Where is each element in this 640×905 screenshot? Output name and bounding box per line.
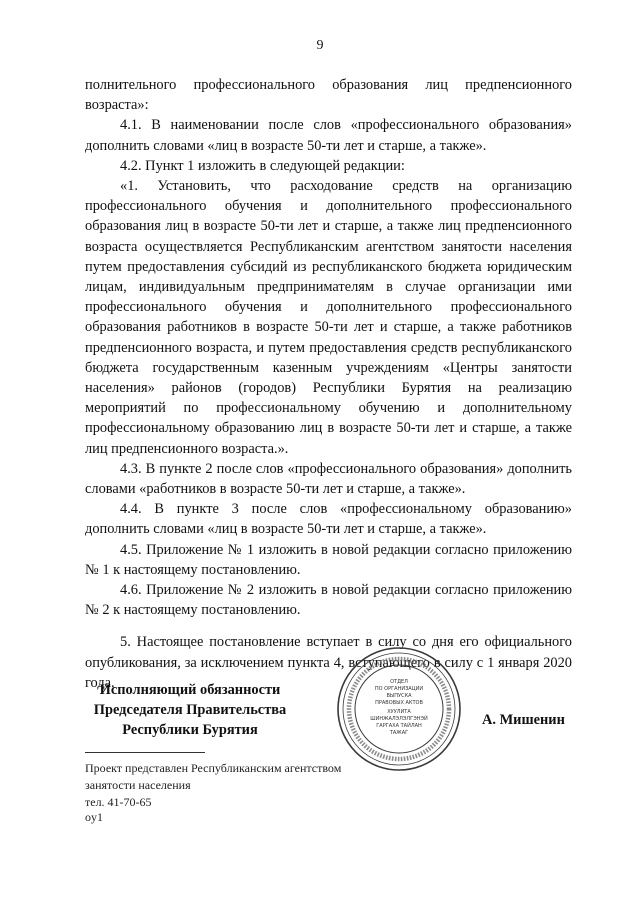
stamp-line: ПРАВОВЫХ АКТОВ [375,700,423,706]
official-stamp-seal [335,645,463,773]
signatory-position-line: Исполняющий обязанности [99,682,281,698]
stamp-line: ОТДЕЛ [390,679,408,685]
page-number: 9 [316,38,324,53]
footnote-phone: тел. 41-70-65 [85,795,152,809]
paragraph-4-6: 4.6. Приложение № 2 изложить в новой редакции согласно приложению № 2 к настоящему постановлению. [85,582,572,619]
paragraph-4-1: 4.1. В наименовании после слов «профессионального образования» дополнить словами «лиц в возрасте 50-ти лет и старше, а также». [85,117,572,154]
signer-name: А. Мишенин [482,712,565,728]
footnote-line: занятости населения [85,778,191,792]
stamp-line: ШИНЖАЛЭЛЭЛГЭНЭЙ [370,716,428,722]
stamp-line: ВЫПУСКА [386,693,412,699]
signatory-position-line: Председателя Правительства [93,702,287,718]
footnote [85,760,405,811]
paragraph-continuation: полнительного профессионального образования лиц предпенсионного возраста»: [85,77,572,114]
paragraph-4-5: 4.5. Приложение № 1 изложить в новой редакции согласно приложению № 1 к настоящему постановлению. [85,541,572,578]
document-body [85,75,572,693]
signatory-position-line: Республики Бурятия [122,722,258,738]
paragraph-5: 5. Настоящее постановление вступает в силу со дня его официального опубликования, за исключением пункта 4, вступающего в силу с 1 января 2020 года. [85,634,572,691]
stamp-line: ТАЖАГ [389,730,409,736]
paragraph-4-3: 4.3. В пункте 2 после слов «профессионального образования» дополнить словами «работников в возрасте 50-ти лет и старше, а также». [85,460,572,498]
stamp-line: ХУУЛИТА [387,709,411,715]
footnote-line: Проект представлен Республиканским агентством [85,761,342,775]
stamp-line: ГАРГАХА ТАЙЛАН [376,723,422,729]
footnote-divider [85,752,205,753]
paragraph-quoted-item-1: «1. Установить, что расходование средств на организацию профессионального обучения и дополнительного профессионального образования лиц в возрасте 50-ти лет и старше, а также лиц предпенсионного возраста осуществляется Республиканским агентством занятости населения путем предоставления субсидий из республиканского бюджета юридическим лицам, индивидуальным предпринимателям в случае организации ими профессионального обучения и дополнительного профессионального образования работников в возрасте 50-ти лет и старше, а также работников предпенсионного возраста, и путем предоставления средств республиканского бюджета государственным казенным учреждениям «Центры занятости населения» районов (городов) Республики Бурятия на реализацию мероприятий по профессиональному обучению и дополнительному профессиональному образованию лиц в возрасте 50-ти лет и старше, а также лиц предпенсионного возраста.». [85,178,572,457]
paragraph-4-2: 4.2. Пункт 1 изложить в следующей редакции: [120,157,405,174]
signatory-position [85,680,295,740]
stamp-line: ПО ОРГАНИЗАЦИИ [374,686,424,692]
document-code: oy1 [85,810,103,824]
paragraph-4-4: 4.4. В пункте 3 после слов «профессиональному образованию» дополнить словами «лиц в возрасте 50-ти лет и старше, а также». [85,501,572,538]
